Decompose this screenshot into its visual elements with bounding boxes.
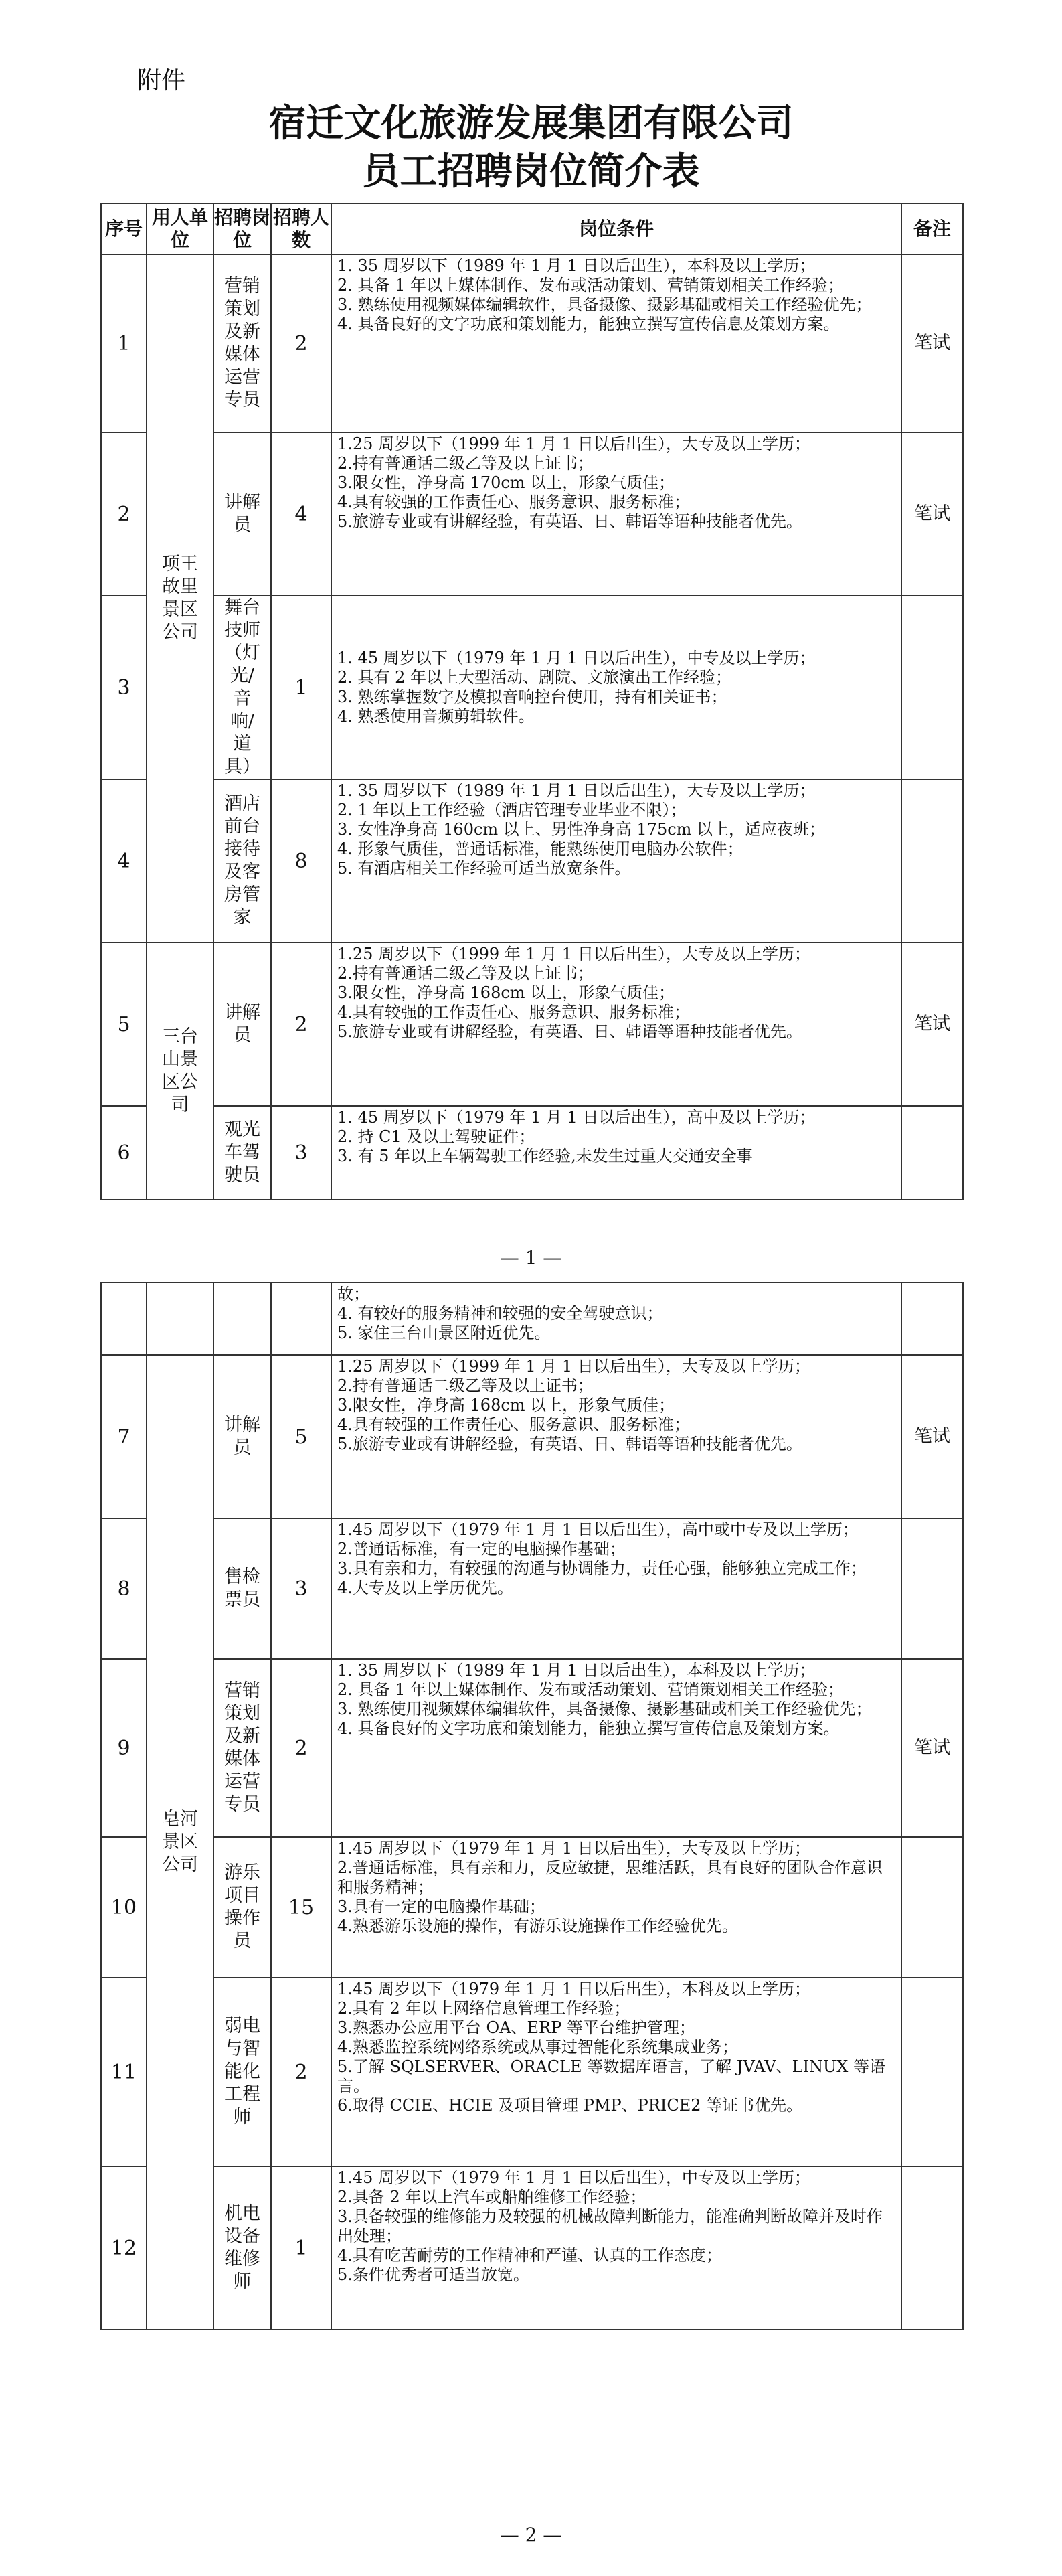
condition-line: 5.旅游专业或有讲解经验，有英语、日、韩语等语种技能者优先。 — [337, 512, 802, 531]
count-cell: 2 — [271, 943, 331, 1106]
condition-line: 4.具有吃苦耐劳的工作精神和严谨、认真的工作态度； — [337, 2246, 722, 2265]
table-row — [101, 1837, 963, 1978]
conditions-cell — [331, 1283, 901, 1355]
conditions-cell — [331, 1518, 901, 1659]
count-cell: 3 — [271, 1518, 331, 1659]
condition-line: 5. 有酒店相关工作经验可适当放宽条件。 — [337, 859, 631, 878]
condition-line: 3.限女性，净身高 168cm 以上，形象气质佳； — [337, 983, 675, 1002]
page-number: — 1 — — [500, 1246, 562, 1269]
position-cell: 观光车驾驶员 — [213, 1106, 271, 1200]
condition-line: 1. 35 周岁以下（1989 年 1 月 1 日以后出生），本科及以上学历； — [337, 256, 816, 275]
condition-line: 2.普通话标准，有一定的电脑操作基础； — [337, 1540, 626, 1558]
count-cell: 2 — [271, 1978, 331, 2166]
condition-line: 4. 具备良好的文字功底和策划能力，能独立撰写宣传信息及策划方案。 — [337, 1719, 840, 1738]
condition-line: 3. 有 5 年以上车辆驾驶工作经验,未发生过重大交通安全事 — [337, 1147, 753, 1165]
condition-line: 4.具有较强的工作责任心、服务意识、服务标准； — [337, 1003, 690, 1022]
table-row — [101, 2166, 963, 2330]
attachment-label: 附件 — [137, 67, 186, 94]
conditions-cell — [331, 596, 901, 779]
document-title: 宿迁文化旅游发展集团有限公司 — [268, 101, 794, 145]
row-number: 6 — [101, 1106, 147, 1200]
condition-line: 3. 熟练掌握数字及模拟音响控台使用，持有相关证书； — [337, 688, 727, 706]
conditions-cell — [331, 779, 901, 943]
row-number: 5 — [101, 943, 147, 1106]
position-cell: 游乐项目操作员 — [213, 1837, 271, 1978]
position-cell: 售检票员 — [213, 1518, 271, 1659]
condition-line: 4. 具备良好的文字功底和策划能力，能独立撰写宣传信息及策划方案。 — [337, 315, 840, 333]
unit-cell: 三台山景区公司 — [147, 943, 213, 1200]
count-cell: 8 — [271, 779, 331, 943]
count-cell: 3 — [271, 1106, 331, 1200]
condition-line: 2.普通话标准，具有亲和力，反应敏捷，思维活跃，具有良好的团队合作意识和服务精神； — [337, 1858, 883, 1897]
count-cell: 4 — [271, 432, 331, 596]
recruitment-table-page2 — [100, 1282, 964, 2330]
condition-line: 2. 具备 1 年以上媒体制作、发布或活动策划、营销策划相关工作经验； — [337, 276, 845, 295]
conditions-cell — [331, 432, 901, 596]
condition-line: 2.具备 2 年以上汽车或船舶维修工作经验； — [337, 2188, 646, 2206]
table-row — [101, 596, 963, 779]
condition-line: 2. 具备 1 年以上媒体制作、发布或活动策划、营销策划相关工作经验； — [337, 1680, 845, 1699]
unit-cell: 皂河景区公司 — [147, 1355, 213, 2330]
remark-cell: 笔试 — [901, 254, 963, 432]
condition-line: 2.具有 2 年以上网络信息管理工作经验； — [337, 1999, 630, 2018]
document-subtitle: 员工招聘岗位简介表 — [362, 149, 700, 193]
condition-line: 1. 35 周岁以下（1989 年 1 月 1 日以后出生），本科及以上学历； — [337, 1661, 816, 1680]
table-row — [101, 254, 963, 432]
remark-cell — [901, 596, 963, 779]
condition-line: 4. 熟悉使用音频剪辑软件。 — [337, 707, 535, 726]
table-row — [101, 432, 963, 596]
conditions-cell — [331, 254, 901, 432]
header-position: 招聘岗位 — [213, 204, 271, 254]
row-number: 4 — [101, 779, 147, 943]
table-row — [101, 1659, 963, 1837]
condition-line: 1.25 周岁以下（1999 年 1 月 1 日以后出生），大专及以上学历； — [337, 945, 810, 963]
condition-line: 4.大专及以上学历优先。 — [337, 1579, 513, 1597]
row-number: 2 — [101, 432, 147, 596]
remark-cell: 笔试 — [901, 943, 963, 1106]
recruitment-table-page1 — [100, 203, 964, 1200]
condition-line: 4.熟悉游乐设施的操作，有游乐设施操作工作经验优先。 — [337, 1917, 738, 1935]
remark-cell — [901, 2166, 963, 2330]
condition-line: 5.了解 SQLSERVER、ORACLE 等数据库语言，了解 JVAV、LINUX 等语言。 — [337, 2057, 885, 2095]
count-cell: 15 — [271, 1837, 331, 1978]
page-number: — 2 — — [500, 2524, 562, 2546]
remark-cell — [901, 1518, 963, 1659]
condition-line: 5.旅游专业或有讲解经验，有英语、日、韩语等语种技能者优先。 — [337, 1435, 802, 1453]
row-number: 7 — [101, 1355, 147, 1518]
count-cell: 1 — [271, 596, 331, 779]
condition-line: 2. 具有 2 年以上大型活动、剧院、文旅演出工作经验； — [337, 668, 732, 687]
condition-line: 1.25 周岁以下（1999 年 1 月 1 日以后出生），大专及以上学历； — [337, 434, 810, 453]
conditions-cell — [331, 1978, 901, 2166]
condition-line: 6.取得 CCIE、HCIE 及项目管理 PMP、PRICE2 等证书优先。 — [337, 2096, 803, 2115]
conditions-cell — [331, 1355, 901, 1518]
row-number: 8 — [101, 1518, 147, 1659]
position-cell: 讲解员 — [213, 1355, 271, 1518]
header-unit: 用人单位 — [147, 204, 213, 254]
condition-line: 1.45 周岁以下（1979 年 1 月 1 日以后出生），大专及以上学历； — [337, 1839, 810, 1858]
row-number: 12 — [101, 2166, 147, 2330]
count-cell: 5 — [271, 1355, 331, 1518]
position-cell: 弱电与智能化工程师 — [213, 1978, 271, 2166]
condition-line: 3.限女性，净身高 168cm 以上，形象气质佳； — [337, 1396, 675, 1415]
position-cell: 讲解员 — [213, 943, 271, 1106]
condition-line: 3.具有亲和力，有较强的沟通与协调能力，责任心强，能够独立完成工作； — [337, 1559, 867, 1578]
count-cell: 2 — [271, 254, 331, 432]
condition-line: 故； — [337, 1285, 369, 1303]
conditions-cell — [331, 1106, 901, 1200]
remark-cell: 笔试 — [901, 1355, 963, 1518]
condition-line: 4.熟悉监控系统网络系统或从事过智能化系统集成业务； — [337, 2038, 738, 2057]
count-cell: 1 — [271, 2166, 331, 2330]
table-row — [101, 1355, 963, 1518]
condition-line: 1.45 周岁以下（1979 年 1 月 1 日以后出生），本科及以上学历； — [337, 1980, 810, 1998]
header-count: 招聘人数 — [271, 204, 331, 254]
condition-line: 2.持有普通话二级乙等及以上证书； — [337, 1376, 594, 1395]
row-number: 1 — [101, 254, 147, 432]
condition-line: 1.25 周岁以下（1999 年 1 月 1 日以后出生），大专及以上学历； — [337, 1357, 810, 1376]
table-row — [101, 1518, 963, 1659]
position-cell: 舞台技师（灯光/音响/道具） — [213, 596, 271, 779]
condition-line: 4.具有较强的工作责任心、服务意识、服务标准； — [337, 1415, 690, 1434]
condition-line: 3.限女性，净身高 170cm 以上，形象气质佳； — [337, 473, 675, 492]
condition-line: 2. 1 年以上工作经验（酒店管理专业毕业不限）； — [337, 801, 687, 819]
header-remark: 备注 — [901, 204, 963, 254]
remark-cell — [901, 1837, 963, 1978]
position-cell: 酒店前台接待及客房管家 — [213, 779, 271, 943]
condition-line: 4.具有较强的工作责任心、服务意识、服务标准； — [337, 493, 690, 511]
unit-cell: 项王故里景区公司 — [147, 254, 213, 943]
condition-line: 5.条件优秀者可适当放宽。 — [337, 2265, 529, 2284]
header-seq: 序号 — [101, 204, 147, 254]
condition-line: 1.45 周岁以下（1979 年 1 月 1 日以后出生），中专及以上学历； — [337, 2168, 810, 2187]
position-cell: 机电设备维修师 — [213, 2166, 271, 2330]
header-conditions: 岗位条件 — [331, 204, 901, 254]
remark-cell: 笔试 — [901, 432, 963, 596]
row-number: 9 — [101, 1659, 147, 1837]
position-cell: 营销策划及新媒体运营专员 — [213, 1659, 271, 1837]
row-number: 10 — [101, 1837, 147, 1978]
remark-cell — [901, 1106, 963, 1200]
conditions-cell — [331, 2166, 901, 2330]
row-number: 11 — [101, 1978, 147, 2166]
conditions-cell — [331, 1659, 901, 1837]
table-row — [101, 779, 963, 943]
position-cell: 营销策划及新媒体运营专员 — [213, 254, 271, 432]
condition-line: 5. 家住三台山景区附近优先。 — [337, 1323, 551, 1342]
remark-cell — [901, 1978, 963, 2166]
condition-line: 4. 有较好的服务精神和较强的安全驾驶意识； — [337, 1304, 663, 1323]
condition-line: 3.熟悉办公应用平台 OA、ERP 等平台维护管理； — [337, 2018, 695, 2037]
condition-line: 3.具有一定的电脑操作基础； — [337, 1897, 545, 1916]
remark-cell: 笔试 — [901, 1659, 963, 1837]
condition-line: 5.旅游专业或有讲解经验，有英语、日、韩语等语种技能者优先。 — [337, 1022, 802, 1041]
condition-line: 2.持有普通话二级乙等及以上证书； — [337, 454, 594, 473]
table-row — [101, 1106, 963, 1200]
condition-line: 3. 女性净身高 160cm 以上、男性净身高 175cm 以上，适应夜班； — [337, 820, 826, 839]
row-number: 3 — [101, 596, 147, 779]
condition-line: 4. 形象气质佳，普通话标准，能熟练使用电脑办公软件； — [337, 839, 743, 858]
table-row-continued — [101, 1283, 963, 1355]
table-row — [101, 1978, 963, 2166]
condition-line: 3. 熟练使用视频媒体编辑软件，具备摄像、摄影基础或相关工作经验优先； — [337, 295, 872, 314]
condition-line: 1. 45 周岁以下（1979 年 1 月 1 日以后出生），高中及以上学历； — [337, 1108, 816, 1127]
condition-line: 2.持有普通话二级乙等及以上证书； — [337, 964, 594, 983]
condition-line: 2. 持 C1 及以上驾驶证件； — [337, 1127, 535, 1146]
condition-line: 1.45 周岁以下（1979 年 1 月 1 日以后出生），高中或中专及以上学历； — [337, 1520, 859, 1539]
position-cell: 讲解员 — [213, 432, 271, 596]
count-cell: 2 — [271, 1659, 331, 1837]
table-row — [101, 943, 963, 1106]
conditions-cell — [331, 943, 901, 1106]
conditions-cell — [331, 1837, 901, 1978]
remark-cell — [901, 779, 963, 943]
condition-line: 3. 熟练使用视频媒体编辑软件，具备摄像、摄影基础或相关工作经验优先； — [337, 1700, 872, 1718]
condition-line: 3.具备较强的维修能力及较强的机械故障判断能力，能准确判断故障并及时作出处理； — [337, 2207, 883, 2245]
condition-line: 1. 35 周岁以下（1989 年 1 月 1 日以后出生），大专及以上学历； — [337, 781, 816, 800]
condition-line: 1. 45 周岁以下（1979 年 1 月 1 日以后出生），中专及以上学历； — [337, 649, 816, 667]
